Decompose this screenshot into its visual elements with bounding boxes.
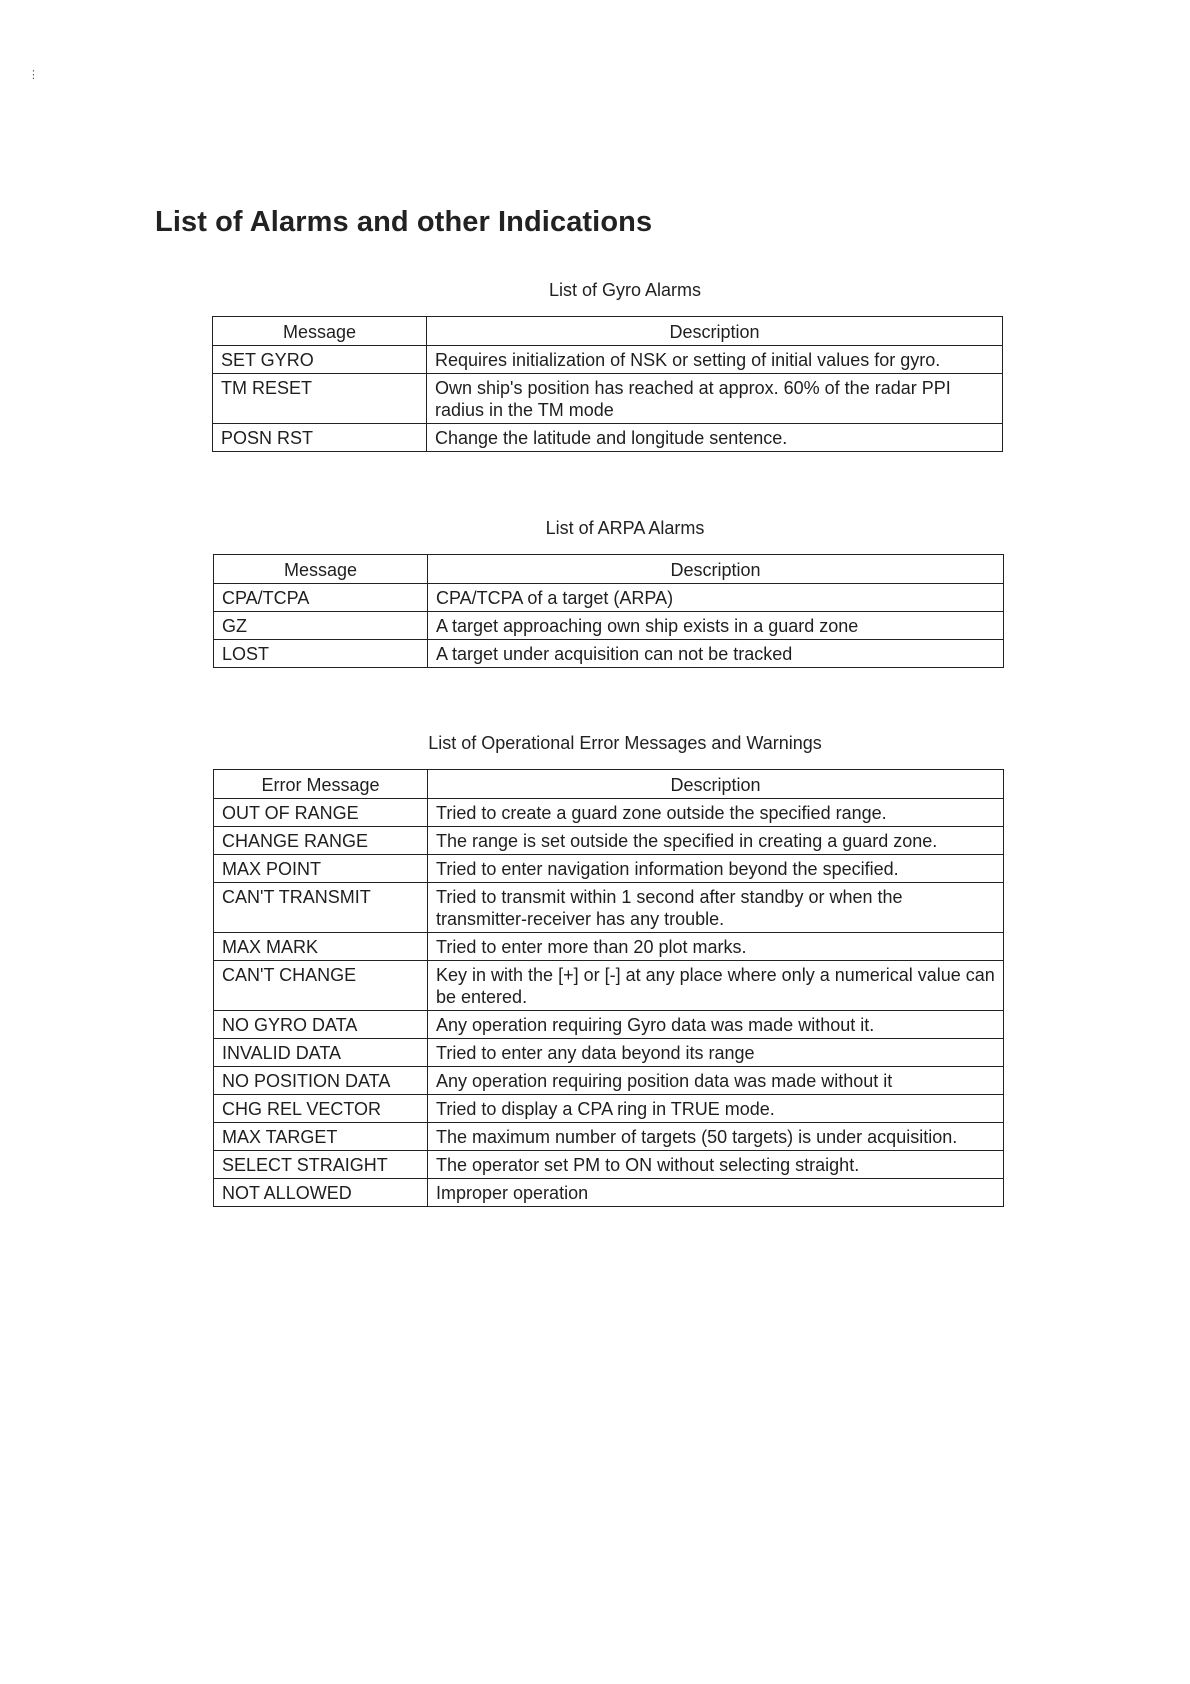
arpa-table-caption: List of ARPA Alarms [545, 518, 705, 538]
message-cell: TM RESET [213, 374, 427, 424]
table-row [214, 1039, 1004, 1067]
message-cell: NO POSITION DATA [214, 1067, 428, 1095]
header-description: Description [428, 770, 1004, 799]
message-cell: SELECT STRAIGHT [214, 1151, 428, 1179]
gyro-alarms-table [212, 316, 1003, 452]
description-cell: Requires initialization of NSK or setting of initial values for gyro. [427, 346, 1003, 374]
table-row [214, 933, 1004, 961]
message-cell: GZ [214, 612, 428, 640]
errors-table-caption: List of Operational Error Messages and Warnings [428, 733, 822, 753]
message-cell: NO GYRO DATA [214, 1011, 428, 1039]
description-cell: The maximum number of targets (50 targets) is under acquisition. [428, 1123, 1004, 1151]
message-cell: CPA/TCPA [214, 584, 428, 612]
message-cell: INVALID DATA [214, 1039, 428, 1067]
table-row [214, 883, 1004, 933]
message-cell: OUT OF RANGE [214, 799, 428, 827]
table-row [214, 855, 1004, 883]
message-cell: NOT ALLOWED [214, 1179, 428, 1207]
gyro-table-caption: List of Gyro Alarms [548, 280, 702, 300]
table-row [214, 640, 1004, 668]
description-cell: CPA/TCPA of a target (ARPA) [428, 584, 1004, 612]
table-row [214, 827, 1004, 855]
description-cell: Tried to enter more than 20 plot marks. [428, 933, 1004, 961]
description-cell: Tried to display a CPA ring in TRUE mode. [428, 1095, 1004, 1123]
header-message: Message [213, 317, 427, 346]
message-cell: MAX TARGET [214, 1123, 428, 1151]
message-cell: MAX POINT [214, 855, 428, 883]
description-cell: Any operation requiring Gyro data was made without it. [428, 1011, 1004, 1039]
table-row [213, 374, 1003, 424]
table-row [214, 584, 1004, 612]
description-cell: Tried to transmit within 1 second after standby or when the transmitter-receiver has any trouble. [428, 883, 1004, 933]
table-header-row [214, 555, 1004, 584]
table-row [214, 1011, 1004, 1039]
header-message: Message [214, 555, 428, 584]
description-cell: A target approaching own ship exists in a guard zone [428, 612, 1004, 640]
description-cell: Tried to enter navigation information beyond the specified. [428, 855, 1004, 883]
error-messages-table [213, 769, 1004, 1207]
table-header-row [213, 317, 1003, 346]
message-cell: MAX MARK [214, 933, 428, 961]
message-cell: POSN RST [213, 424, 427, 452]
message-cell: CAN'T CHANGE [214, 961, 428, 1011]
table-row [214, 612, 1004, 640]
arpa-alarms-table [213, 554, 1004, 668]
description-cell: Own ship's position has reached at approx. 60% of the radar PPI radius in the TM mode [427, 374, 1003, 424]
table-row [213, 346, 1003, 374]
description-cell: The range is set outside the specified in creating a guard zone. [428, 827, 1004, 855]
description-cell: The operator set PM to ON without selecting straight. [428, 1151, 1004, 1179]
table-row [214, 1067, 1004, 1095]
table-row [214, 1151, 1004, 1179]
table-row [214, 1179, 1004, 1207]
description-cell: A target under acquisition can not be tracked [428, 640, 1004, 668]
header-error-message: Error Message [214, 770, 428, 799]
table-header-row [214, 770, 1004, 799]
message-cell: SET GYRO [213, 346, 427, 374]
table-row [213, 424, 1003, 452]
description-cell: Any operation requiring position data was made without it [428, 1067, 1004, 1095]
table-row [214, 1095, 1004, 1123]
table-row [214, 799, 1004, 827]
table-row [214, 1123, 1004, 1151]
message-cell: CHG REL VECTOR [214, 1095, 428, 1123]
description-cell: Improper operation [428, 1179, 1004, 1207]
description-cell: Change the latitude and longitude sentence. [427, 424, 1003, 452]
corner-mark: ⋮ [28, 69, 39, 81]
description-cell: Tried to create a guard zone outside the specified range. [428, 799, 1004, 827]
message-cell: LOST [214, 640, 428, 668]
header-description: Description [427, 317, 1003, 346]
table-row [214, 961, 1004, 1011]
message-cell: CHANGE RANGE [214, 827, 428, 855]
message-cell: CAN'T TRANSMIT [214, 883, 428, 933]
page-title: List of Alarms and other Indications [155, 206, 653, 238]
description-cell: Key in with the [+] or [-] at any place where only a numerical value can be entered. [428, 961, 1004, 1011]
description-cell: Tried to enter any data beyond its range [428, 1039, 1004, 1067]
header-description: Description [428, 555, 1004, 584]
